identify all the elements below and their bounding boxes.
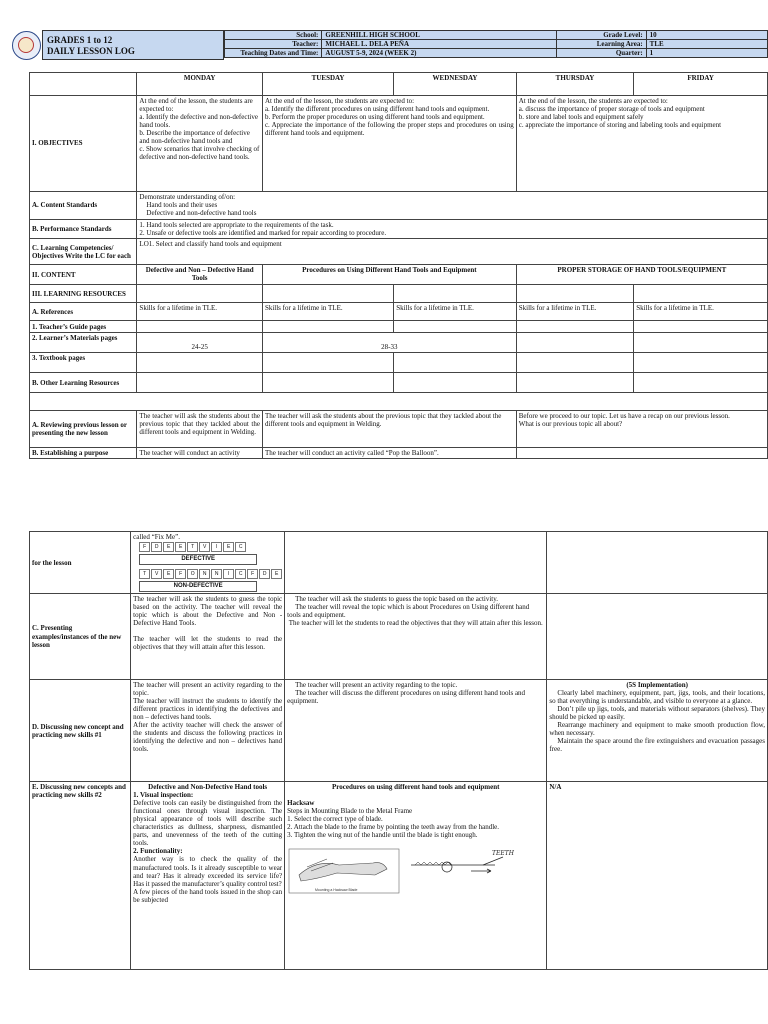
- lesson-log-table-part2: [29, 531, 768, 970]
- learners-materials-label: 2. Learner’s Materials pages: [30, 333, 137, 353]
- purpose-label-cont: for the lesson: [30, 532, 131, 594]
- grade-label: Grade Level:: [556, 31, 646, 40]
- learning-resources-row: [30, 285, 768, 303]
- quarter-value: 1: [646, 49, 767, 58]
- letter-tile: I: [223, 569, 234, 579]
- references-label: A. References: [30, 303, 137, 321]
- figure-label-teeth: TEETH: [492, 850, 515, 858]
- procedures-spacer-row: [30, 393, 768, 411]
- answer-box-defective: DEFECTIVE: [139, 554, 257, 565]
- textbook-label: 3. Textbook pages: [30, 353, 137, 373]
- discussing1-thu-p3: Rearrange machinery and equipment to make smooth production flow, when necessary.: [549, 721, 765, 738]
- letter-tile: V: [151, 569, 162, 579]
- purpose-monday: The teacher will conduct an activity: [137, 448, 263, 459]
- day-tuesday: TUESDAY: [262, 73, 393, 96]
- content-standards-text: Demonstrate understanding of/on: Hand tools and their uses Defective and non-defective hand tools: [137, 192, 768, 220]
- letter-tile: N: [199, 569, 210, 579]
- discussing2-tw-heading: Hacksaw: [287, 799, 315, 808]
- purpose-monday-cont: [131, 532, 285, 594]
- discussing2-row: [30, 782, 768, 970]
- purpose-row: [30, 448, 768, 459]
- title-line1: GRADES 1 to 12: [47, 35, 113, 45]
- purpose-monday-cont-text: called “Fix Me”.: [133, 533, 180, 541]
- objectives-row: [30, 96, 768, 192]
- grade-value: 10: [646, 31, 767, 40]
- competencies-text: LO1. Select and classify hand tools and equipment: [137, 239, 768, 265]
- dates-label: Teaching Dates and Time:: [225, 49, 322, 58]
- hacksaw-mounting-figure: [287, 845, 537, 895]
- discussing2-monday: [131, 782, 285, 970]
- references-row: [30, 303, 768, 321]
- presenting-tue-wed: [285, 594, 547, 680]
- purpose-tue-wed: The teacher will conduct an activity called “Pop the Balloon”.: [262, 448, 516, 459]
- teacher-value: MICHAEL L. DELA PEÑA: [322, 40, 556, 49]
- discussing1-tue-wed: [285, 680, 547, 782]
- day-friday: FRIDAY: [634, 73, 768, 96]
- discussing2-mon-title: Defective and Non-Defective Hand tools: [148, 783, 268, 792]
- references-friday: Skills for a lifetime in TLE.: [634, 303, 768, 321]
- letter-tile: F: [175, 569, 186, 579]
- letter-tile: F: [247, 569, 258, 579]
- discussing1-thu-fri: [547, 680, 768, 782]
- discussing2-mon-p1: Defective tools can easily be distinguished from the functional ones through visual inspection. The physical appearance of tools will describe such characteristics as dullness, sharpness, dismantled parts, and unevenness of the teeth of the cutting tools.: [133, 799, 283, 848]
- discussing1-thu-p1: Clearly label machinery, equipment, part, jigs, tools, and their locations, so that everything is understandable, and visible to everyone at a glance.: [549, 689, 765, 706]
- area-label: Learning Area:: [556, 40, 646, 49]
- objectives-thu-fri: At the end of the lesson, the students are expected to: a. discuss the importance of proper storage of tools and equipment b. store and label tools and equipment safely c. appreciate the importance of storing and labeling tools and equipment: [516, 96, 767, 192]
- discussing1-tw-p2: The teacher will discuss the different procedures on using different hand tools and equipment.: [287, 689, 526, 706]
- presenting-label: C. Presenting examples/instances of the new lesson: [30, 594, 131, 680]
- discussing2-mon-h1: 1. Visual inspection:: [133, 791, 194, 800]
- discussing1-tw-p1: The teacher will present an activity regarding to the topic.: [295, 681, 458, 690]
- content-label: II. CONTENT: [30, 265, 137, 285]
- discussing1-row: [30, 680, 768, 782]
- competencies-row: [30, 239, 768, 265]
- letter-tile: V: [199, 542, 210, 552]
- day-thursday: THURSDAY: [516, 73, 633, 96]
- discussing1-thu-p2: Don’t pile up jigs, tools, and materials without separators (shelves). They should be picked up easily.: [549, 705, 765, 722]
- discussing1-monday: The teacher will present an activity regarding to the topic. The teacher will instruct the students to identify the different practices in identifying the defectives and non – defectives hand tools. After the activity teacher will check the answer of the students and discuss the following practices in identifying the defective and non – defectives hand tools.: [131, 680, 285, 782]
- objectives-label: I. OBJECTIVES: [30, 96, 137, 192]
- presenting-monday-p2: The teacher will let the students to read the objectives that they will attain after this lesson.: [133, 635, 283, 652]
- references-monday: Skills for a lifetime in TLE.: [137, 303, 263, 321]
- teachers-guide-label: 1. Teacher’s Guide pages: [30, 321, 137, 333]
- discussing2-tw-step1: 1. Select the correct type of blade.: [287, 815, 383, 824]
- letter-tiles-defective: [139, 542, 282, 552]
- performance-standards-row: [30, 220, 768, 239]
- references-wednesday: Skills for a lifetime in TLE.: [394, 303, 517, 321]
- content-standards-row: [30, 192, 768, 220]
- letter-tile: E: [223, 542, 234, 552]
- discussing2-label: E. Discussing new concepts and practicing new skills #2: [30, 782, 131, 970]
- textbook-row: [30, 353, 768, 373]
- letter-tile: N: [211, 569, 222, 579]
- letter-tile: O: [187, 569, 198, 579]
- letter-tile: I: [211, 542, 222, 552]
- letter-tiles-non-defective: [139, 569, 282, 579]
- learners-materials-tue-wed: 28-33: [262, 333, 516, 353]
- corner-cell: [30, 73, 137, 96]
- letter-tile: F: [139, 542, 150, 552]
- learning-resources-label: III. LEARNING RESOURCES: [30, 285, 137, 303]
- letter-tile: E: [163, 542, 174, 552]
- area-value: TLE: [646, 40, 767, 49]
- content-monday: Defective and Non – Defective Hand Tools: [137, 265, 263, 285]
- discussing2-mon-p2: Another way is to check the quality of the manufactured tools. Is it already susceptible to wear and tear? Has it already exceeded its service life? Has it passed the manufacturer’s quality control test?: [133, 855, 283, 888]
- references-tuesday: Skills for a lifetime in TLE.: [262, 303, 393, 321]
- discussing1-thu-p4: Maintain the space around the fire extinguishers and evacuation passages free.: [549, 737, 765, 754]
- quarter-label: Quarter:: [556, 49, 646, 58]
- school-value: GREENHILL HIGH SCHOOL: [322, 31, 556, 40]
- reviewing-tue-wed: The teacher will ask the students about the previous topic that they tackled about the different tools and equipment in Welding.: [262, 411, 516, 448]
- reviewing-thu-fri: Before we proceed to our topic. Let us have a recap on our previous lesson. What is our previous topic all about?: [516, 411, 767, 448]
- discussing2-mon-h2: 2. Functionality:: [133, 847, 183, 856]
- references-thursday: Skills for a lifetime in TLE.: [516, 303, 633, 321]
- purpose-cont-row: [30, 532, 768, 594]
- letter-tile: C: [235, 569, 246, 579]
- reviewing-row: [30, 411, 768, 448]
- purpose-label: B. Establishing a purpose: [30, 448, 137, 459]
- lesson-log-header: [12, 30, 768, 62]
- presenting-row: [30, 594, 768, 680]
- header-info-table: [224, 30, 768, 58]
- school-label: School:: [225, 31, 322, 40]
- discussing2-tw-step3: 3. Tighten the wing nut of the handle until the blade is tight enough.: [287, 831, 478, 840]
- letter-tile: E: [175, 542, 186, 552]
- content-standards-label: A. Content Standards: [30, 192, 137, 220]
- learners-materials-row: [30, 333, 768, 353]
- day-header-row: [30, 73, 768, 96]
- discussing1-thu-title: (5S Implementation): [626, 681, 688, 690]
- day-monday: MONDAY: [137, 73, 263, 96]
- performance-standards-label: B. Performance Standards: [30, 220, 137, 239]
- content-row: [30, 265, 768, 285]
- lesson-log-table-part1: [29, 72, 768, 459]
- presenting-monday-p1: The teacher will ask the students to guess the topic based on the activity. The teacher will reveal the topic which is about the Defective and Non - Defective Hand Tools.: [133, 595, 283, 628]
- deped-seal-icon: [12, 31, 41, 60]
- discussing2-tw-intro: Steps in Mounting Blade to the Metal Frame: [287, 807, 413, 816]
- competencies-label: C. Learning Competencies/ Objectives Write the LC for each: [30, 239, 137, 265]
- letter-tile: E: [163, 569, 174, 579]
- discussing1-label: D. Discussing new concept and practicing new skills #1: [30, 680, 131, 782]
- letter-tile: C: [235, 542, 246, 552]
- presenting-tw-p2: The teacher will reveal the topic which is about Procedures on Using different hand tools and equipment.: [287, 603, 530, 620]
- discussing2-mon-p3: A few pieces of the hand tools issued in the shop can be subjected: [133, 887, 283, 904]
- letter-tile: T: [187, 542, 198, 552]
- figure-caption: Mounting a Hacksaw Blade: [315, 888, 358, 893]
- reviewing-label: A. Reviewing previous lesson or presenting the new lesson: [30, 411, 137, 448]
- reviewing-monday: The teacher will ask the students about the previous topic that they tackled about the different tools and equipment in Welding.: [137, 411, 263, 448]
- discussing2-tw-step2: 2. Attach the blade to the frame by pointing the teeth away from the handle.: [287, 823, 500, 832]
- content-tue-wed: Procedures on Using Different Hand Tools and Equipment: [262, 265, 516, 285]
- answer-box-non-defective: NON-DEFECTIVE: [139, 581, 257, 592]
- dates-value: AUGUST 5-9, 2024 (WEEK 2): [322, 49, 556, 58]
- title-line2: DAILY LESSON LOG: [47, 46, 135, 56]
- presenting-monday: [131, 594, 285, 680]
- presenting-tw-p3: The teacher will let the students to read the objectives that they will attain after this lesson.: [288, 619, 543, 628]
- performance-standards-text: 1. Hand tools selected are appropriate to the requirements of the task. 2. Unsafe or defective tools are identified and marked for repair according to procedure.: [137, 220, 768, 239]
- teachers-guide-row: [30, 321, 768, 333]
- letter-tile: D: [259, 569, 270, 579]
- day-wednesday: WEDNESDAY: [394, 73, 517, 96]
- other-resources-row: [30, 373, 768, 393]
- presenting-tw-p1: The teacher will ask the students to guess the topic based on the activity.: [295, 595, 499, 604]
- objectives-tue-wed: At the end of the lesson, the students are expected to: a. Identify the different procedures on using different hand tools and equipment. b. Perform the proper procedures on using different hand tools and equipment. c. Appreciate the importance of the following the proper steps and procedures on using different hand tools and equipment.: [262, 96, 516, 192]
- discussing2-tue-wed: [285, 782, 547, 970]
- learners-materials-monday: 24-25: [137, 333, 263, 353]
- letter-tile: T: [139, 569, 150, 579]
- content-thu-fri: PROPER STORAGE OF HAND TOOLS/EQUIPMENT: [516, 265, 767, 285]
- letter-tile: E: [271, 569, 282, 579]
- discussing2-thu-fri: N/A: [547, 782, 768, 970]
- title-box: [42, 30, 224, 60]
- discussing2-tw-title: Procedures on using different hand tools and equipment: [332, 783, 500, 792]
- other-resources-label: B. Other Learning Resources: [30, 373, 137, 393]
- teacher-label: Teacher:: [225, 40, 322, 49]
- objectives-monday: At the end of the lesson, the students are expected to: a. Identify the defective and non-defective hand tools. b. Describe the importance of defective and non-defective hand tools and c. Show scenarios that involve checking of defective and non-defective hand tools.: [137, 96, 263, 192]
- letter-tile: D: [151, 542, 162, 552]
